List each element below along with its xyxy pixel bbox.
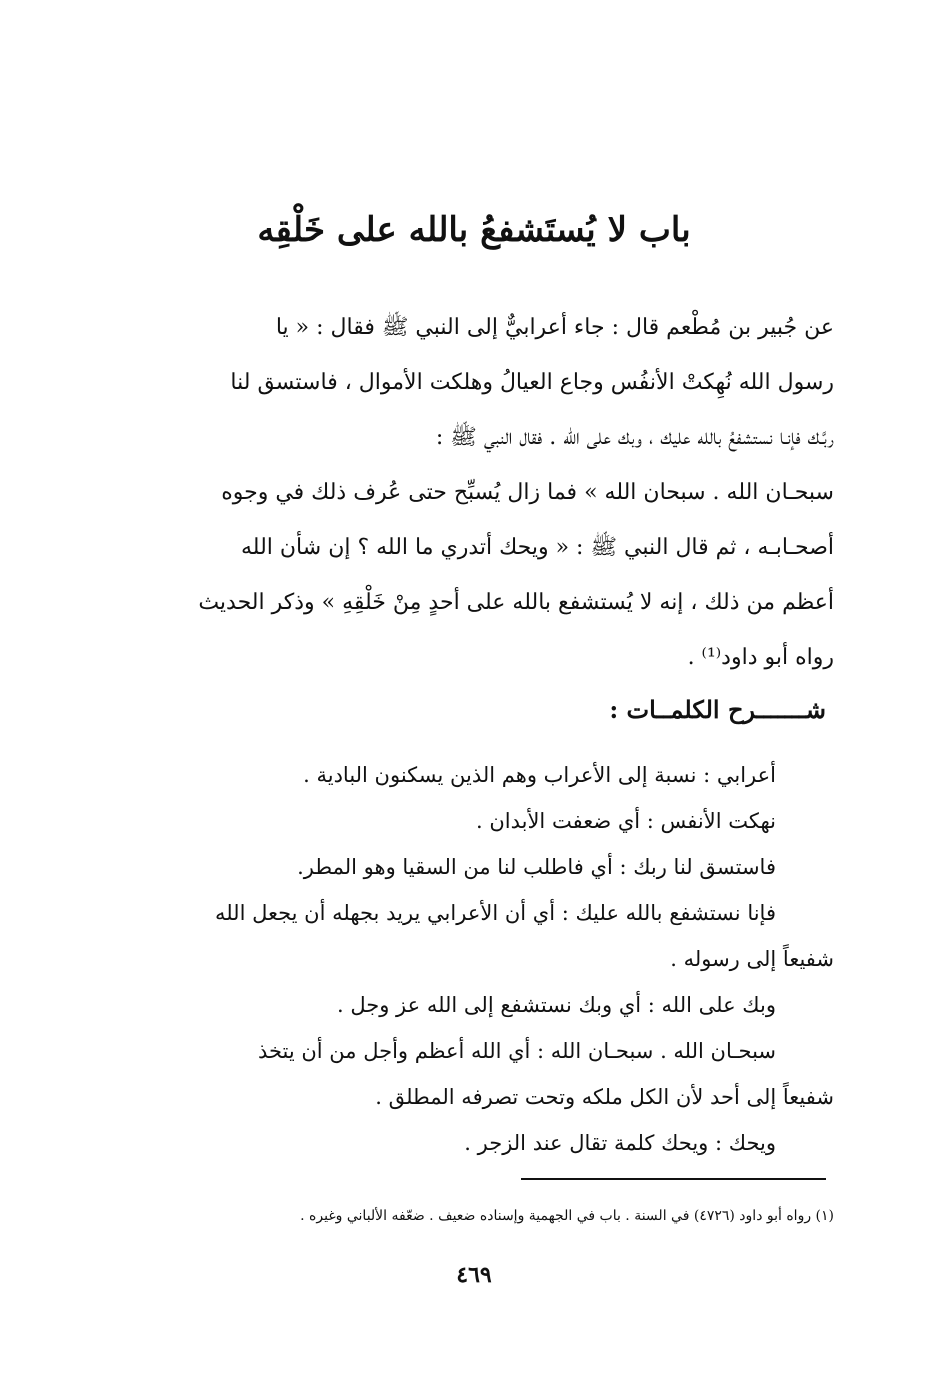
footnote: (١) رواه أبو داود (٤٧٢٦) في السنة . باب في الجهمية وإسناده ضعيف . ضعّفه الألباني وغيره . bbox=[300, 1208, 834, 1224]
footnote-divider bbox=[521, 1178, 826, 1180]
hadith-line: ربَّـك فإنـا نستشفعُ بالله عليك ، وبك على الله . فقال النبي ﷺ : bbox=[435, 425, 834, 450]
hadith-line: سبحـان الله . سبحان الله » فما زال يُسبِّح حتى عُرف ذلك في وجوه bbox=[221, 480, 834, 505]
section-heading: شـــــــرح الكلمــات : bbox=[609, 695, 826, 724]
definition-line: فإنا نستشفع بالله عليك : أي أن الأعرابي يريد بجهله أن يجعل الله bbox=[214, 901, 776, 925]
definitions-list bbox=[150, 752, 834, 1166]
chapter-title: باب لا يُستَشفعُ بالله على خَلْقِه bbox=[257, 210, 691, 250]
definition-line: أعرابي : نسبة إلى الأعراب وهم الذين يسكنون البادية . bbox=[303, 763, 776, 787]
hadith-paragraph bbox=[150, 300, 834, 685]
hadith-line: رسول الله نُهِكتْ الأنفُس وجاع العيالُ وهلكت الأموال ، فاستسق لنا bbox=[230, 370, 834, 395]
hadith-line: أصحـابـه ، ثم قال النبي ﷺ : « ويحك أتدري ما الله ؟ إن شأن الله bbox=[241, 535, 834, 560]
definition-line: سبحـان الله . سبحـان الله : أي الله أعظم وأجل من أن يتخذ bbox=[257, 1039, 776, 1063]
definition-line: ويحك : ويحك كلمة تقال عند الزجر . bbox=[464, 1131, 776, 1155]
hadith-line: أعظم من ذلك ، إنه لا يُستشفع بالله على أحدٍ مِنْ خَلْقِهِ » وذكر الحديث bbox=[198, 590, 834, 615]
hadith-line: رواه أبو داود⁽¹⁾ . bbox=[687, 645, 834, 670]
definition-line: شفيعاً إلى أحد لأن الكل ملكه وتحت تصرفه المطلق . bbox=[375, 1085, 834, 1109]
definition-line: فاستسق لنا ربك : أي فاطلب لنا من السقيا وهو المطر. bbox=[297, 855, 776, 879]
page-number: ٤٦٩ bbox=[456, 1262, 492, 1288]
definition-line: نهكت الأنفس : أي ضعفت الأبدان . bbox=[475, 809, 776, 833]
hadith-line: عن جُبير بن مُطْعم قال : جاء أعرابيٌّ إلى النبي ﷺ فقال : « يا bbox=[275, 315, 834, 340]
definition-line: وبك على الله : أي وبك نستشفع إلى الله عز وجل . bbox=[336, 993, 776, 1017]
definition-line: شفيعاً إلى رسوله . bbox=[670, 947, 834, 971]
